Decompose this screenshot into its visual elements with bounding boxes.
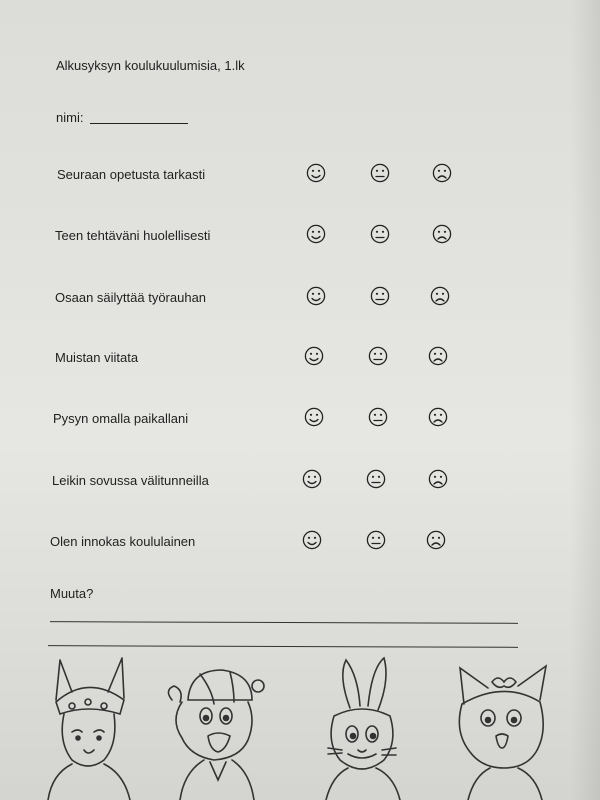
smiley-neutral-icon[interactable] <box>368 407 388 427</box>
rating-row <box>0 286 600 310</box>
smiley-happy-icon[interactable] <box>302 530 322 550</box>
smiley-happy-icon[interactable] <box>306 163 326 183</box>
rating-row <box>0 530 600 554</box>
rating-row-label: Leikin sovussa välitunneilla <box>52 473 209 488</box>
smiley-happy-icon[interactable] <box>302 469 322 489</box>
smiley-sad-icon[interactable] <box>432 163 452 183</box>
rating-row-label: Teen tehtäväni huolellisesti <box>55 228 211 243</box>
rating-row <box>0 407 600 431</box>
rating-row-label: Olen innokas koululainen <box>50 534 196 549</box>
smiley-sad-icon[interactable] <box>426 530 446 550</box>
smiley-neutral-icon[interactable] <box>366 469 386 489</box>
smiley-sad-icon[interactable] <box>432 224 452 244</box>
smiley-happy-icon[interactable] <box>304 407 324 427</box>
smiley-sad-icon[interactable] <box>428 407 448 427</box>
smiley-sad-icon[interactable] <box>428 469 448 489</box>
rating-row-label: Muistan viitata <box>55 350 139 365</box>
rating-row <box>0 224 600 248</box>
muuta-label: Muuta? <box>50 586 94 601</box>
name-label: nimi: <box>56 110 84 125</box>
smiley-neutral-icon[interactable] <box>370 224 390 244</box>
rating-row-label: Osaan säilyttää työrauhan <box>55 290 207 305</box>
paper-shadow <box>570 0 600 800</box>
bear-with-cap-drawing <box>160 660 270 800</box>
worksheet-title: Alkusyksyn koulukuulumisia, 1.lk <box>56 58 245 73</box>
smiley-sad-icon[interactable] <box>430 286 450 306</box>
smiley-happy-icon[interactable] <box>306 286 326 306</box>
name-underline <box>90 123 188 124</box>
rating-row <box>0 163 600 187</box>
rating-row-label: Pysyn omalla paikallani <box>53 411 189 426</box>
smiley-happy-icon[interactable] <box>306 224 326 244</box>
cat-with-bow-drawing <box>448 660 558 800</box>
smiley-sad-icon[interactable] <box>428 346 448 366</box>
smiley-neutral-icon[interactable] <box>366 530 386 550</box>
rabbit-drawing <box>318 656 408 800</box>
smiley-neutral-icon[interactable] <box>370 163 390 183</box>
smiley-neutral-icon[interactable] <box>370 286 390 306</box>
bunny-with-cap-drawing <box>38 652 138 800</box>
rating-row <box>0 346 600 370</box>
rating-row <box>0 469 600 493</box>
smiley-neutral-icon[interactable] <box>368 346 388 366</box>
rating-row-label: Seuraan opetusta tarkasti <box>57 167 206 182</box>
smiley-happy-icon[interactable] <box>304 346 324 366</box>
